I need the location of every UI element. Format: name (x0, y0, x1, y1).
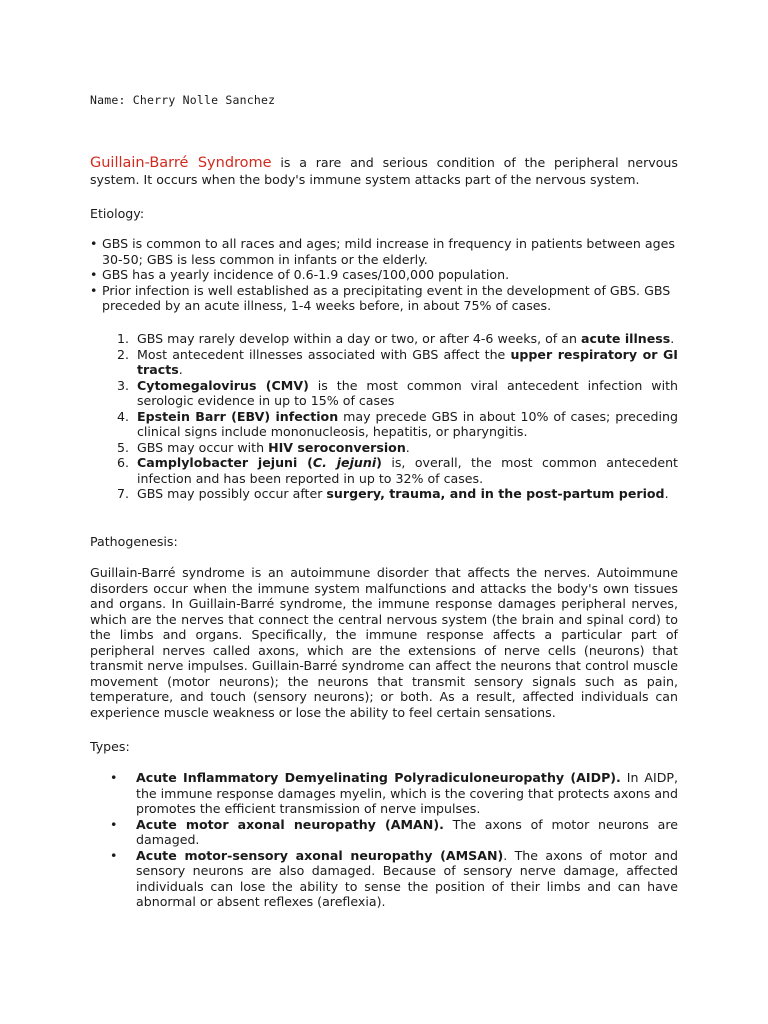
type-item (110, 817, 678, 848)
emphasis-text: Cytomegalovirus (CMV) (137, 377, 309, 393)
pathogenesis-paragraph: Guillain-Barré syndrome is an autoimmune disorder that affects the nerves. Autoimmune disorders occur when the immune system malfunctions and attacks the body's own tissues and organs. In Guillain-Barré syndrome, the immune response damages peripheral nerves, which are the nerves that connect the central nervous system (the brain and spinal cord) to the limbs and organs. Specifically, the immune response affects a particular part of peripheral nerves called axons, which are the extensions of nerve cells (neurons) that transmit nerve impulses. Guillain-Barré syndrome can affect the neurons that control muscle movement (motor neurons); the neurons that transmit sensory signals such as pain, temperature, and touch (sensory neurons); or both. As a result, affected individuals can experience muscle weakness or lose the ability to feel certain sensations. (90, 565, 678, 720)
numbered-item (107, 347, 678, 378)
item-number: 2. (117, 346, 130, 362)
item-text: Most antecedent illnesses associated with GBS affect the (137, 346, 511, 362)
emphasis-text: Epstein Barr (EBV) infection (137, 408, 339, 424)
item-text: may precede GBS in about 10% of cases; preceding clinical signs include mononucleosis, hepatitis, or pharyngitis. (137, 408, 678, 439)
etiology-bullet: • GBS is common to all races and ages; mild increase in frequency in patients between ages 30-50; GBS is less common in infants or the elderly. (90, 236, 678, 267)
numbered-item (107, 455, 678, 486)
item-text: . (664, 486, 669, 501)
type-description: The axons of motor neurons are damaged. (136, 816, 678, 847)
etiology-bullets (90, 236, 678, 314)
item-text: . (670, 331, 675, 346)
item-text: is, overall, the most common antecedent infection and has been reported in up to 32% of cases. (137, 455, 678, 486)
type-term: Acute motor axonal neuropathy (AMAN). (136, 816, 444, 832)
type-description: In AIDP, the immune response damages myelin, which is the covering that protects axons and promotes the efficient transmission of nerve impulses. (136, 770, 679, 816)
syndrome-title-term: Guillain-Barré Syndrome (90, 155, 272, 171)
item-number: 5. (117, 439, 130, 455)
intro-paragraph (90, 155, 678, 187)
etiology-bullet: • Prior infection is well established as a precipitating event in the development of GBS. GBS preceded by an acute illness, 1-4 weeks before, in about 75% of cases. (90, 283, 678, 314)
item-text: is the most common viral antecedent infection with serologic evidence in up to 15% of cases (137, 377, 678, 408)
item-text: GBS may possibly occur after (137, 486, 327, 501)
emphasis-text: ) (376, 455, 382, 470)
intro-text: is a rare and serious condition of the peripheral nervous system. It occurs when the body's immune system attacks part of the nervous system. (90, 155, 678, 187)
etiology-heading: Etiology: (90, 206, 145, 221)
item-number: 1. (117, 331, 130, 346)
types-list (110, 770, 678, 910)
item-text: GBS may occur with (137, 439, 269, 455)
item-number: 4. (117, 408, 130, 424)
item-text: . (178, 362, 183, 377)
emphasis-text: C. jejuni (312, 455, 377, 470)
emphasis-text: HIV seroconversion (268, 439, 406, 455)
emphasis-text: upper respiratory or GI tracts (137, 346, 678, 377)
etiology-bullet: • GBS has a yearly incidence of 0.6-1.9 cases/100,000 population. (90, 267, 678, 283)
item-number: 7. (117, 486, 130, 501)
emphasis-text: surgery, trauma, and in the post-partum period (326, 486, 665, 501)
types-heading: Types: (90, 739, 130, 754)
item-text: GBS may rarely develop within a day or two, or after 4-6 weeks, of an (137, 331, 581, 346)
type-item (110, 848, 678, 910)
item-number: 3. (117, 377, 130, 393)
emphasis-text: acute illness (580, 331, 671, 346)
item-number: 6. (117, 455, 130, 470)
type-term: Acute Inflammatory Demyelinating Polyradiculoneuropathy (AIDP). (136, 770, 621, 785)
numbered-item (107, 331, 678, 347)
numbered-item (107, 486, 678, 502)
numbered-item (107, 440, 678, 456)
numbered-item (107, 409, 678, 440)
type-item (110, 770, 678, 817)
emphasis-text: Camplylobacter jejuni ( (137, 455, 313, 470)
type-term: Acute motor-sensory axonal neuropathy (AMSAN) (136, 847, 504, 863)
item-text: . (405, 439, 410, 455)
numbered-item (107, 378, 678, 409)
pathogenesis-heading: Pathogenesis: (90, 534, 178, 549)
name-line: Name: Cherry Nolle Sanchez (90, 93, 276, 107)
etiology-numbered-list (107, 331, 678, 502)
type-description: . The axons of motor and sensory neurons are also damaged. Because of sensory nerve damage, affected individuals can lose the ability to sense the position of their limbs and can have abnormal or absent reflexes (areflexia). (136, 847, 678, 909)
